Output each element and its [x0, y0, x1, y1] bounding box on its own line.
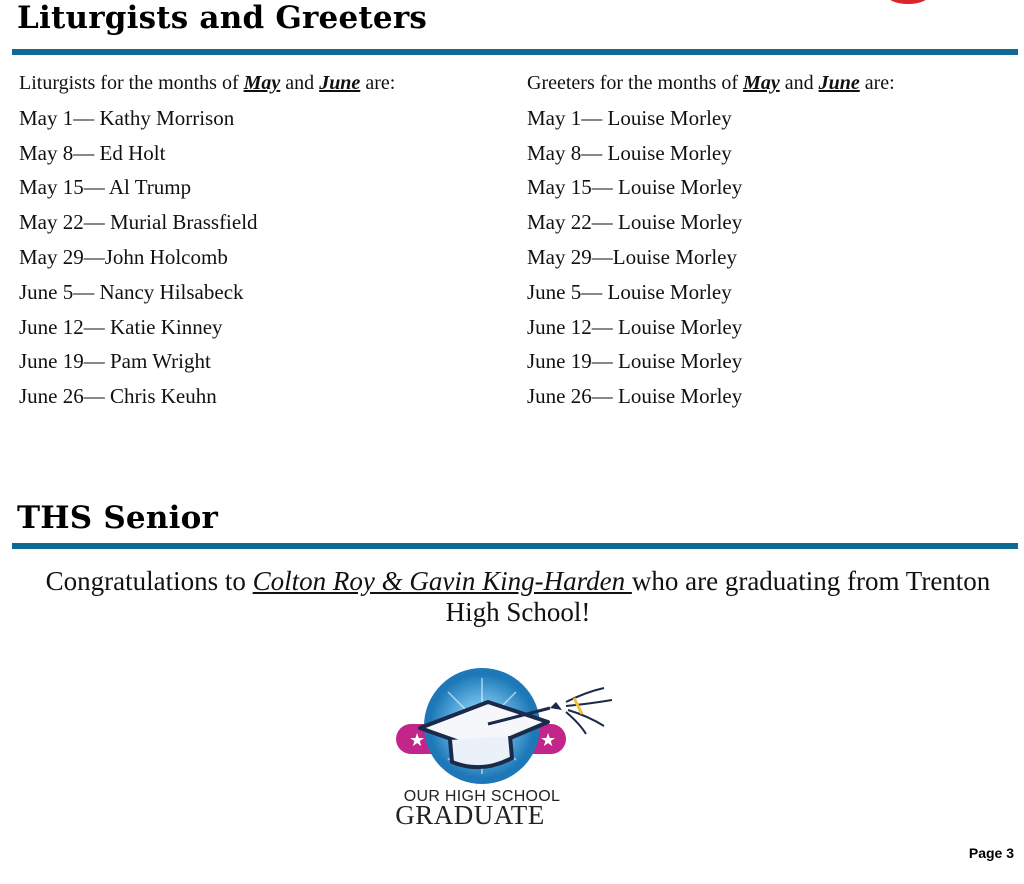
liturgists-intro: Liturgists for the months of May and June are: — [19, 72, 396, 94]
section-divider — [12, 49, 1018, 55]
greeter-row: June 12— Louise Morley — [527, 314, 743, 339]
liturgist-row: June 19— Pam Wright — [19, 349, 211, 374]
greeter-row: June 26— Louise Morley — [527, 384, 743, 409]
greeter-row: May 1— Louise Morley — [527, 105, 732, 130]
month-may: May — [243, 72, 281, 94]
logo-text-line2: GRADUATE — [395, 800, 545, 830]
liturgist-row: May 29—John Holcomb — [19, 244, 228, 269]
month-june: June — [319, 72, 361, 94]
section-title-liturgists: Liturgists and Greeters — [17, 0, 428, 36]
svg-text:★: ★ — [540, 730, 557, 751]
decorative-clipart — [640, 0, 1000, 12]
logo-text-line1: OUR HIGH SCHOOL — [403, 788, 561, 805]
section-title-ths-senior: THS Senior — [17, 500, 218, 536]
greeters-column — [527, 66, 1007, 414]
page-number: Page 3 — [968, 845, 1014, 861]
greeter-row: June 5— Louise Morley — [527, 279, 732, 304]
liturgist-row: June 5— Nancy Hilsabeck — [19, 279, 244, 304]
month-june: June — [818, 72, 860, 94]
graduate-names: Colton Roy & Gavin King-Harden — [252, 566, 632, 596]
liturgist-row: May 1— Kathy Morrison — [19, 105, 235, 130]
liturgists-column — [19, 66, 499, 414]
month-may: May — [743, 72, 780, 94]
liturgist-row: May 8— Ed Holt — [19, 140, 166, 165]
svg-text:★: ★ — [409, 730, 426, 751]
liturgist-row: May 15— Al Trump — [19, 175, 192, 200]
greeter-row: May 29—Louise Morley — [527, 244, 737, 269]
greeter-row: May 15— Louise Morley — [527, 175, 743, 200]
section-divider — [12, 543, 1018, 549]
congratulations-text: Congratulations to Colton Roy & Gavin King-Harden who are graduating from Trenton High School! — [45, 566, 991, 627]
liturgist-row: June 26— Chris Keuhn — [19, 384, 217, 409]
greeters-intro: Greeters for the months of May and June are: — [527, 72, 895, 94]
greeter-row: May 22— Louise Morley — [527, 210, 743, 235]
liturgist-row: May 22— Murial Brassfield — [19, 210, 258, 235]
liturgist-row: June 12— Katie Kinney — [19, 314, 223, 339]
greeter-row: May 8— Louise Morley — [527, 140, 732, 165]
greeter-row: June 19— Louise Morley — [527, 349, 743, 374]
